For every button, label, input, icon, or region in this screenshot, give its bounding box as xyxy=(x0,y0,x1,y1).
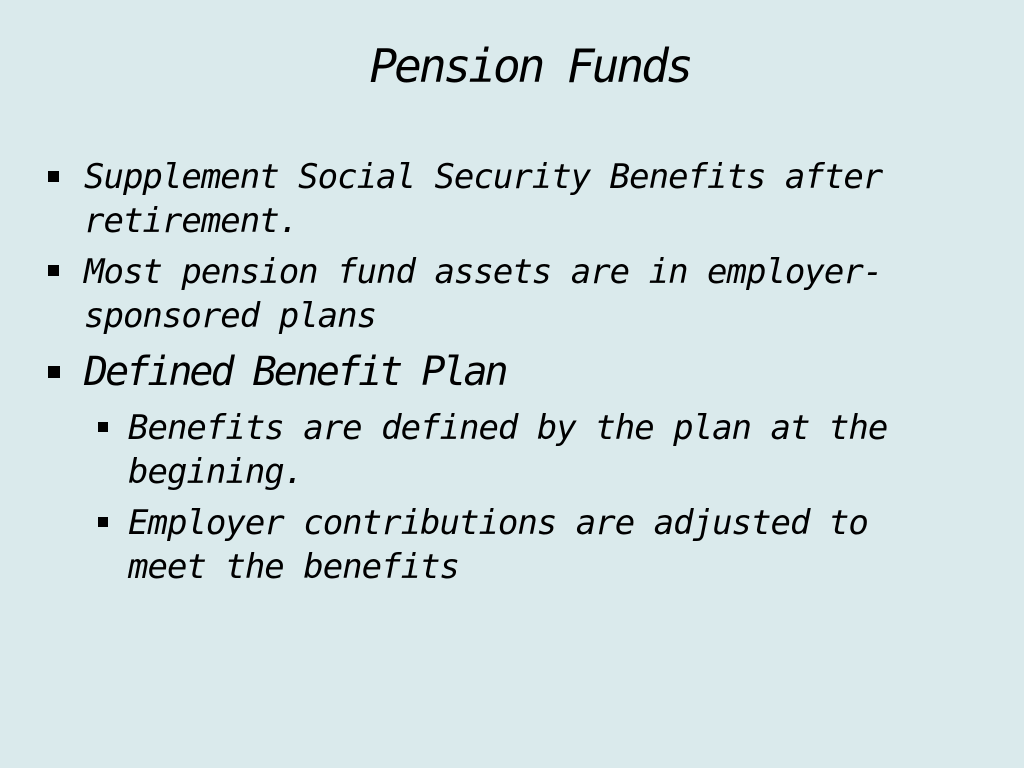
bullet-square-icon xyxy=(48,265,59,276)
bullet-line: Defined Benefit Plan xyxy=(84,349,506,395)
sub-bullet-square-icon xyxy=(98,422,108,432)
bullet-line: Supplement Social Security Benefits after xyxy=(84,157,883,197)
bullet-line: Most pension fund assets are in employer- xyxy=(84,252,883,292)
sub-bullet-square-icon xyxy=(98,517,108,527)
bullet-line: Benefits are defined by the plan at the xyxy=(128,408,888,448)
sub-bullet-item xyxy=(128,501,868,589)
bullet-item xyxy=(84,350,506,394)
bullet-line: Employer contributions are adjusted to xyxy=(128,503,868,543)
bullet-line: meet the benefits xyxy=(128,547,459,587)
bullet-item xyxy=(84,250,882,338)
bullet-line: begining. xyxy=(128,452,304,492)
bullet-square-icon xyxy=(48,171,59,182)
bullet-item xyxy=(84,155,882,243)
sub-bullet-item xyxy=(128,406,887,494)
bullet-line: sponsored plans xyxy=(84,296,377,336)
bullet-square-icon xyxy=(48,366,60,378)
bullet-line: retirement. xyxy=(84,201,299,241)
slide-title: Pension Funds xyxy=(369,39,691,93)
